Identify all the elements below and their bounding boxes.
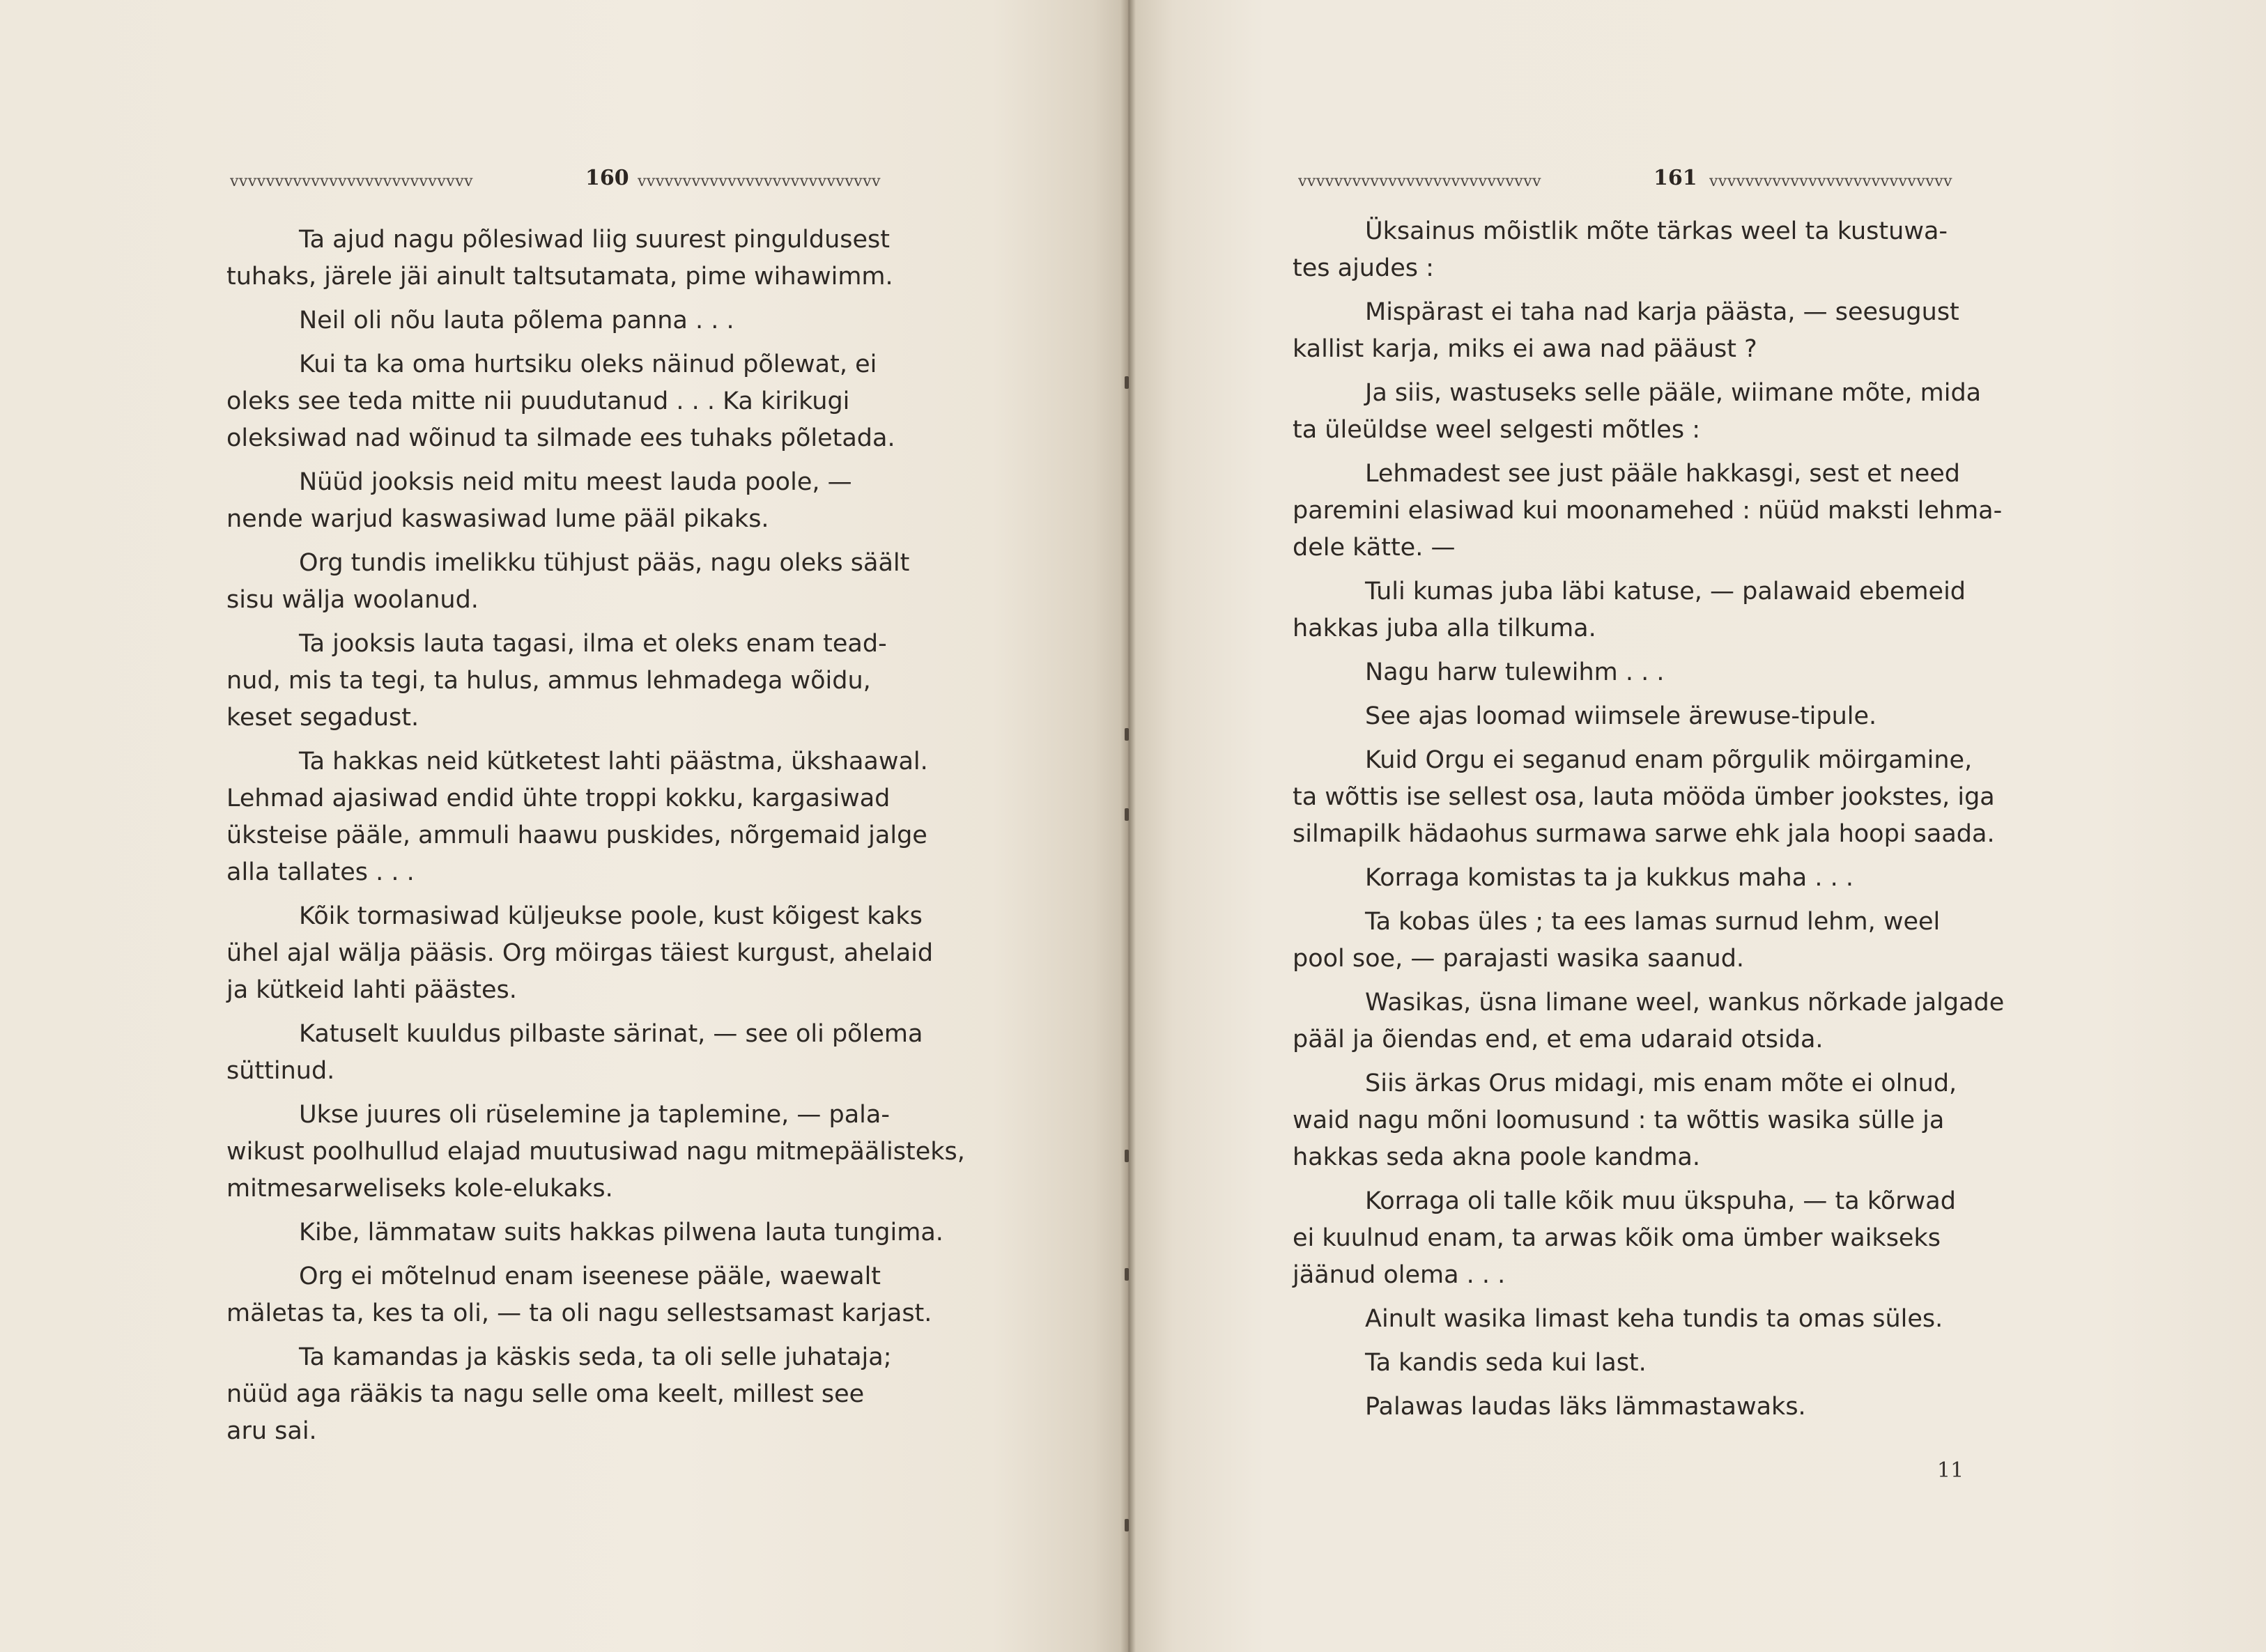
paragraph: Ta ajud nagu põlesiwad liig suurest pinguldusest tuhaks, järele jäi ainult taltsutamata, pime wihawimm. bbox=[226, 226, 893, 291]
paragraph: Kuid Orgu ei seganud enam põrgulik möirgamine, ta wõttis ise sellest osa, lauta mööda ümber jookstes, iga silmapilk hädaohus surmawa sarwe ehk jala hoopi saada. bbox=[1293, 746, 1995, 848]
paragraph: Kibe, lämmataw suits hakkas pilwena lauta tungima. bbox=[299, 1219, 943, 1246]
paragraph: Üksainus mõistlik mõte tärkas weel ta kustuwa- tes ajudes : bbox=[1293, 217, 1948, 282]
right-page bbox=[1127, 0, 2266, 1652]
right-running-header bbox=[1127, 166, 2266, 194]
left-page bbox=[0, 0, 1127, 1652]
paragraph: Ukse juures oli rüselemine ja taplemine, — pala- wikust poolhullud elajad muutusiwad nagu mitmepäälisteks, mitmesarweliseks kole-elukaks. bbox=[226, 1101, 965, 1203]
paragraph: Palawas laudas läks lämmastawaks. bbox=[1365, 1393, 1806, 1421]
paragraph: Korraga oli talle kõik muu ükspuha, — ta kõrwad ei kuulnud enam, ta arwas kõik oma ümber waikseks jäänud olema . . . bbox=[1293, 1187, 1956, 1289]
binding-mark bbox=[1125, 728, 1129, 741]
paragraph: Tuli kumas juba läbi katuse, — palawaid ebemeid hakkas juba alla tilkuma. bbox=[1293, 578, 1966, 642]
binding-mark bbox=[1125, 1150, 1129, 1162]
header-ornament: vvvvvvvvvvvvvvvvvvvvvvvvvvv bbox=[1298, 173, 1542, 190]
paragraph: Katuselt kuuldus pilbaste särinat, — see oli põlema süttinud. bbox=[226, 1020, 923, 1085]
paragraph: Nagu harw tulewihm . . . bbox=[1365, 658, 1665, 686]
header-ornament: vvvvvvvvvvvvvvvvvvvvvvvvvvv bbox=[638, 173, 881, 190]
paragraph: Ta kobas üles ; ta ees lamas surnud lehm, weel pool soe, — parajasti wasika saanud. bbox=[1293, 908, 1941, 973]
book-gutter bbox=[1120, 0, 1136, 1652]
paragraph: Siis ärkas Orus midagi, mis enam mõte ei olnud, waid nagu mõni loomusund : ta wõttis wasika sülle ja hakkas seda akna poole kandma. bbox=[1293, 1070, 1957, 1171]
binding-mark bbox=[1125, 1519, 1129, 1531]
paragraph: See ajas loomad wiimsele ärewuse-tipule. bbox=[1365, 702, 1877, 730]
paragraph: Neil oli nõu lauta põlema panna . . . bbox=[299, 307, 734, 334]
binding-mark bbox=[1125, 808, 1129, 821]
page-number: 160 bbox=[585, 166, 629, 190]
binding-mark bbox=[1125, 376, 1129, 389]
header-ornament: vvvvvvvvvvvvvvvvvvvvvvvvvvv bbox=[1709, 173, 1953, 190]
paragraph: Kõik tormasiwad küljeukse poole, kust kõigest kaks ühel ajal wälja pääsis. Org möirgas täiest kurgust, ahelaid ja kütkeid lahti päästes. bbox=[226, 902, 934, 1004]
signature-folio: 11 bbox=[1937, 1458, 1964, 1483]
paragraph: Org tundis imelikku tühjust pääs, nagu oleks säält sisu wälja woolanud. bbox=[226, 549, 910, 614]
paragraph: Korraga komistas ta ja kukkus maha . . . bbox=[1365, 864, 1853, 892]
paragraph: Kui ta ka oma hurtsiku oleks näinud põlewat, ei oleks see teda mitte nii puudutanud . . . Ka kirikugi oleksiwad nad wõinud ta silmade ees tuhaks põletada. bbox=[226, 350, 895, 452]
paragraph: Ja siis, wastuseks selle pääle, wiimane mõte, mida ta üleüldse weel selgesti mõtles : bbox=[1293, 379, 1982, 444]
page-number: 161 bbox=[1654, 166, 1697, 190]
left-running-header bbox=[0, 166, 1127, 194]
paragraph: Lehmadest see just pääle hakkasgi, sest et need paremini elasiwad kui moonamehed : nüüd maksti lehma- dele kätte. — bbox=[1293, 460, 2003, 562]
paragraph: Ta hakkas neid kütketest lahti päästma, ükshaawal. Lehmad ajasiwad endid ühte troppi kokku, kargasiwad üksteise pääle, ammuli haawu puskides, nõrgemaid jalge alla tallates . . . bbox=[226, 748, 928, 886]
right-body-text bbox=[1293, 213, 2056, 1433]
paragraph: Nüüd jooksis neid mitu meest lauda poole, — nende warjud kaswasiwad lume pääl pikaks. bbox=[226, 468, 852, 533]
paragraph: Ainult wasika limast keha tundis ta omas süles. bbox=[1365, 1305, 1943, 1333]
paragraph: Ta jooksis lauta tagasi, ilma et oleks enam tead- nud, mis ta tegi, ta hulus, ammus lehmadega wõidu, keset segadust. bbox=[226, 630, 887, 732]
binding-mark bbox=[1125, 1268, 1129, 1281]
paragraph: Wasikas, üsna limane weel, wankus nõrkade jalgade pääl ja õiendas end, et ema udaraid otsida. bbox=[1293, 989, 2005, 1053]
left-body-text bbox=[226, 222, 978, 1457]
paragraph: Org ei mõtelnud enam iseenese pääle, waewalt mäletas ta, kes ta oli, — ta oli nagu sellestsamast karjast. bbox=[226, 1263, 932, 1327]
paragraph: Mispärast ei taha nad karja päästa, — seesugust kallist karja, miks ei awa nad pääust ? bbox=[1293, 298, 1959, 363]
paragraph: Ta kamandas ja käskis seda, ta oli selle juhataja; nüüd aga rääkis ta nagu selle oma keelt, millest see aru sai. bbox=[226, 1343, 892, 1445]
paragraph: Ta kandis seda kui last. bbox=[1365, 1349, 1647, 1377]
header-ornament: vvvvvvvvvvvvvvvvvvvvvvvvvvv bbox=[230, 173, 474, 190]
